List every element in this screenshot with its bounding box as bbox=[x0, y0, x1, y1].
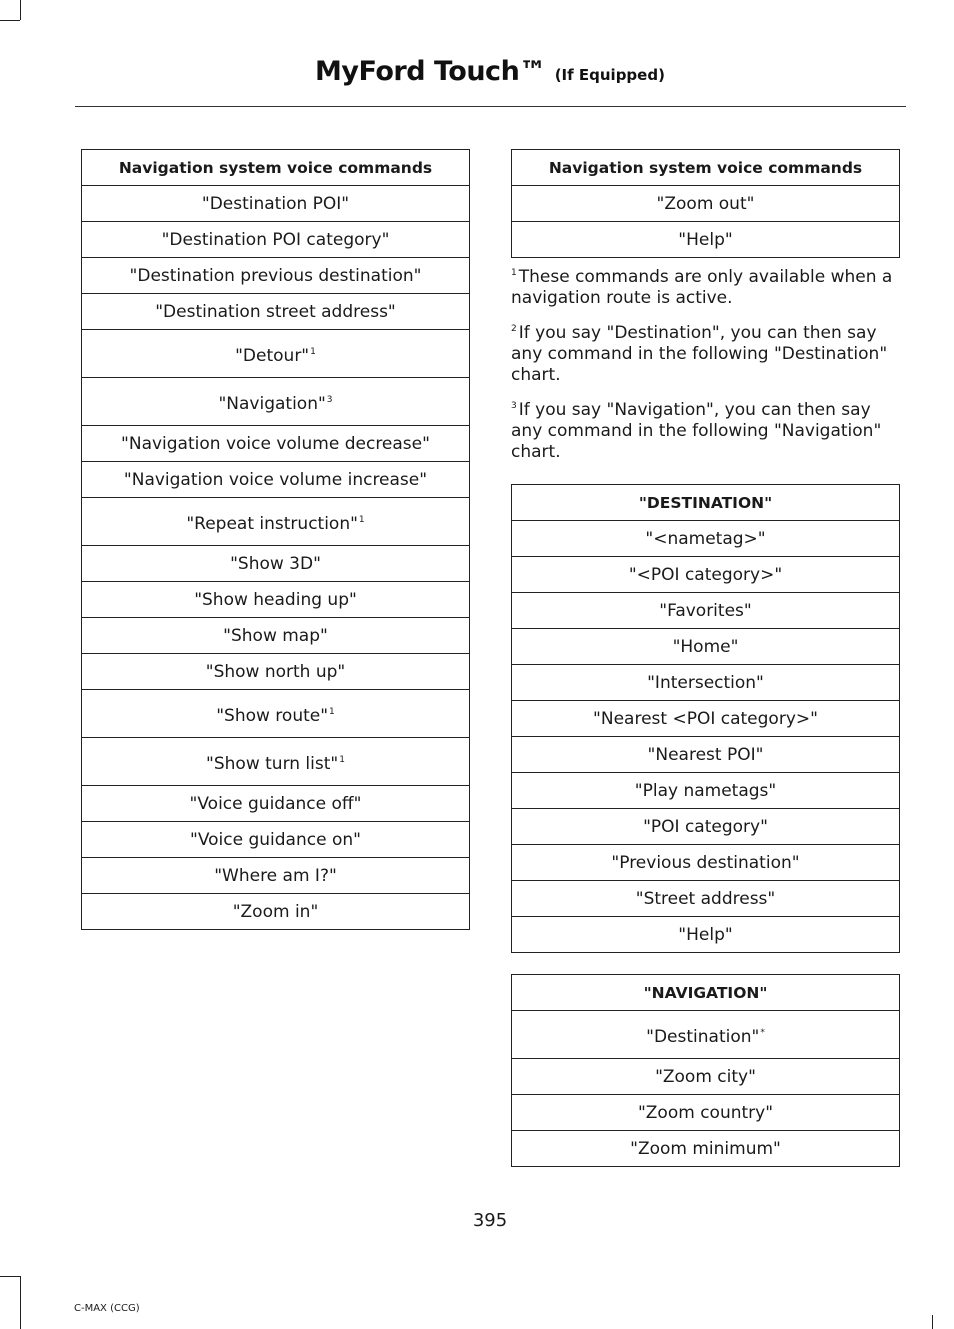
table-row bbox=[512, 773, 900, 809]
footnote bbox=[511, 396, 906, 463]
command-cell bbox=[512, 665, 900, 701]
command-text: "Destination" bbox=[646, 1026, 760, 1047]
command-text: "Zoom minimum" bbox=[630, 1138, 781, 1159]
command-cell bbox=[512, 629, 900, 665]
command-text: "Navigation voice volume decrease" bbox=[121, 433, 430, 454]
command-text: "Destination POI category" bbox=[161, 229, 390, 250]
footer-model-code: C-MAX (CCG) bbox=[74, 1303, 140, 1314]
table-row bbox=[512, 809, 900, 845]
destination-commands-table bbox=[511, 484, 900, 953]
table-row bbox=[82, 330, 470, 378]
command-cell bbox=[82, 546, 470, 582]
crop-mark bbox=[0, 1276, 20, 1277]
command-text: "Home" bbox=[672, 636, 739, 657]
table-row bbox=[82, 258, 470, 294]
command-text: "Show map" bbox=[223, 625, 328, 646]
footnote-marker: 3 bbox=[326, 394, 333, 405]
command-text: "Repeat instruction" bbox=[186, 513, 358, 534]
command-cell bbox=[82, 654, 470, 690]
command-text: "POI category" bbox=[643, 816, 768, 837]
command-text: "<nametag>" bbox=[645, 528, 766, 549]
command-text: "Voice guidance on" bbox=[190, 829, 361, 850]
table-row bbox=[512, 1095, 900, 1131]
command-cell bbox=[82, 426, 470, 462]
command-cell bbox=[512, 521, 900, 557]
table-row bbox=[82, 858, 470, 894]
table-row bbox=[512, 737, 900, 773]
footnote bbox=[511, 319, 906, 386]
command-text: "Navigation" bbox=[218, 393, 326, 414]
command-text: "Where am I?" bbox=[214, 865, 337, 886]
table-row bbox=[512, 629, 900, 665]
command-cell bbox=[82, 258, 470, 294]
table-row bbox=[82, 786, 470, 822]
command-cell bbox=[512, 845, 900, 881]
table-heading: Navigation system voice commands bbox=[82, 150, 470, 186]
table-row bbox=[512, 1131, 900, 1167]
page-title-text: MyFord Touch™ bbox=[315, 56, 546, 87]
command-text: "Zoom in" bbox=[232, 901, 319, 922]
table-heading: Navigation system voice commands bbox=[512, 150, 900, 186]
right-voice-commands-table bbox=[511, 149, 900, 258]
command-cell bbox=[512, 737, 900, 773]
table-row bbox=[512, 222, 900, 258]
command-cell bbox=[512, 1059, 900, 1095]
page-number: 395 bbox=[472, 1210, 508, 1231]
table-row bbox=[82, 222, 470, 258]
command-cell bbox=[82, 690, 470, 738]
command-cell bbox=[512, 773, 900, 809]
table-row bbox=[82, 462, 470, 498]
table-row bbox=[82, 294, 470, 330]
table-row bbox=[82, 738, 470, 786]
command-cell bbox=[512, 809, 900, 845]
crop-mark bbox=[0, 20, 20, 21]
command-cell bbox=[82, 330, 470, 378]
command-cell bbox=[512, 593, 900, 629]
command-text: "Play nametags" bbox=[634, 780, 777, 801]
table-row bbox=[512, 1011, 900, 1059]
footnote bbox=[511, 263, 906, 309]
table-row bbox=[82, 618, 470, 654]
table-row bbox=[512, 1059, 900, 1095]
footnote-marker: * bbox=[760, 1027, 765, 1038]
footnote-number: 1 bbox=[511, 268, 517, 278]
crop-mark bbox=[20, 1276, 21, 1329]
page-title bbox=[0, 56, 954, 87]
command-text: "Show turn list" bbox=[206, 753, 339, 774]
footnote-marker: 1 bbox=[339, 754, 345, 765]
table-heading: "NAVIGATION" bbox=[512, 975, 900, 1011]
header-divider bbox=[75, 106, 906, 107]
command-cell bbox=[82, 618, 470, 654]
command-cell bbox=[82, 786, 470, 822]
footnote-marker: 1 bbox=[358, 514, 365, 525]
crop-mark bbox=[932, 1315, 933, 1329]
command-cell bbox=[82, 222, 470, 258]
command-text: "Navigation voice volume increase" bbox=[123, 469, 428, 490]
command-cell bbox=[512, 1095, 900, 1131]
table-row bbox=[82, 498, 470, 546]
command-cell bbox=[512, 701, 900, 737]
command-text: "Detour" bbox=[235, 345, 310, 366]
crop-mark bbox=[20, 0, 21, 20]
table-row bbox=[82, 894, 470, 930]
table-row bbox=[512, 593, 900, 629]
table-row bbox=[512, 701, 900, 737]
command-cell bbox=[512, 222, 900, 258]
command-text: "Show 3D" bbox=[230, 553, 321, 574]
footnote-text: If you say "Destination", you can then say any command in the following "Destination" chart. bbox=[511, 323, 888, 385]
command-text: "Nearest POI" bbox=[647, 744, 764, 765]
page-subtitle: (If Equipped) bbox=[554, 66, 665, 84]
command-cell bbox=[82, 294, 470, 330]
command-text: "Destination street address" bbox=[155, 301, 396, 322]
command-cell bbox=[82, 738, 470, 786]
command-text: "Nearest <POI category>" bbox=[593, 708, 818, 729]
command-text: "Voice guidance off" bbox=[189, 793, 362, 814]
command-cell bbox=[512, 186, 900, 222]
command-text: "Intersection" bbox=[647, 672, 764, 693]
table-row bbox=[82, 546, 470, 582]
footnote-marker: 1 bbox=[310, 346, 316, 357]
table-row bbox=[82, 426, 470, 462]
command-cell bbox=[512, 1131, 900, 1167]
table-heading: "DESTINATION" bbox=[512, 485, 900, 521]
command-cell bbox=[82, 822, 470, 858]
command-text: "Help" bbox=[678, 924, 733, 945]
table-row bbox=[82, 690, 470, 738]
command-text: "Show route" bbox=[216, 705, 329, 726]
command-text: "Show heading up" bbox=[194, 589, 357, 610]
left-voice-commands-table bbox=[81, 149, 470, 930]
command-cell bbox=[512, 557, 900, 593]
command-cell bbox=[512, 917, 900, 953]
command-cell bbox=[82, 582, 470, 618]
command-cell bbox=[82, 498, 470, 546]
command-text: "Previous destination" bbox=[611, 852, 800, 873]
table-row bbox=[512, 186, 900, 222]
command-text: "Zoom city" bbox=[655, 1066, 756, 1087]
table-row bbox=[82, 378, 470, 426]
command-text: "Street address" bbox=[635, 888, 776, 909]
command-text: "Help" bbox=[678, 229, 733, 250]
footnote-number: 2 bbox=[511, 324, 517, 334]
table-row bbox=[512, 557, 900, 593]
command-text: "<POI category>" bbox=[628, 564, 783, 585]
table-row bbox=[82, 654, 470, 690]
footnotes bbox=[511, 263, 906, 473]
table-row bbox=[82, 186, 470, 222]
footnote-marker: 1 bbox=[329, 706, 335, 717]
command-cell bbox=[82, 378, 470, 426]
command-text: "Destination POI" bbox=[201, 193, 350, 214]
table-row bbox=[512, 881, 900, 917]
table-row bbox=[512, 917, 900, 953]
command-cell bbox=[512, 881, 900, 917]
command-text: "Show north up" bbox=[205, 661, 346, 682]
footnote-text: If you say "Navigation", you can then say any command in the following "Navigation" chart. bbox=[511, 400, 882, 462]
footnote-number: 3 bbox=[511, 401, 517, 411]
command-cell bbox=[82, 894, 470, 930]
command-cell bbox=[512, 1011, 900, 1059]
table-row bbox=[82, 582, 470, 618]
table-row bbox=[512, 521, 900, 557]
table-row bbox=[82, 822, 470, 858]
command-cell bbox=[82, 186, 470, 222]
table-row bbox=[512, 665, 900, 701]
command-text: "Favorites" bbox=[659, 600, 752, 621]
command-text: "Zoom out" bbox=[656, 193, 755, 214]
navigation-commands-table bbox=[511, 974, 900, 1167]
command-text: "Zoom country" bbox=[637, 1102, 774, 1123]
table-row bbox=[512, 845, 900, 881]
footnote-text: These commands are only available when a navigation route is active. bbox=[511, 267, 893, 308]
command-cell bbox=[82, 462, 470, 498]
command-text: "Destination previous destination" bbox=[129, 265, 422, 286]
command-cell bbox=[82, 858, 470, 894]
